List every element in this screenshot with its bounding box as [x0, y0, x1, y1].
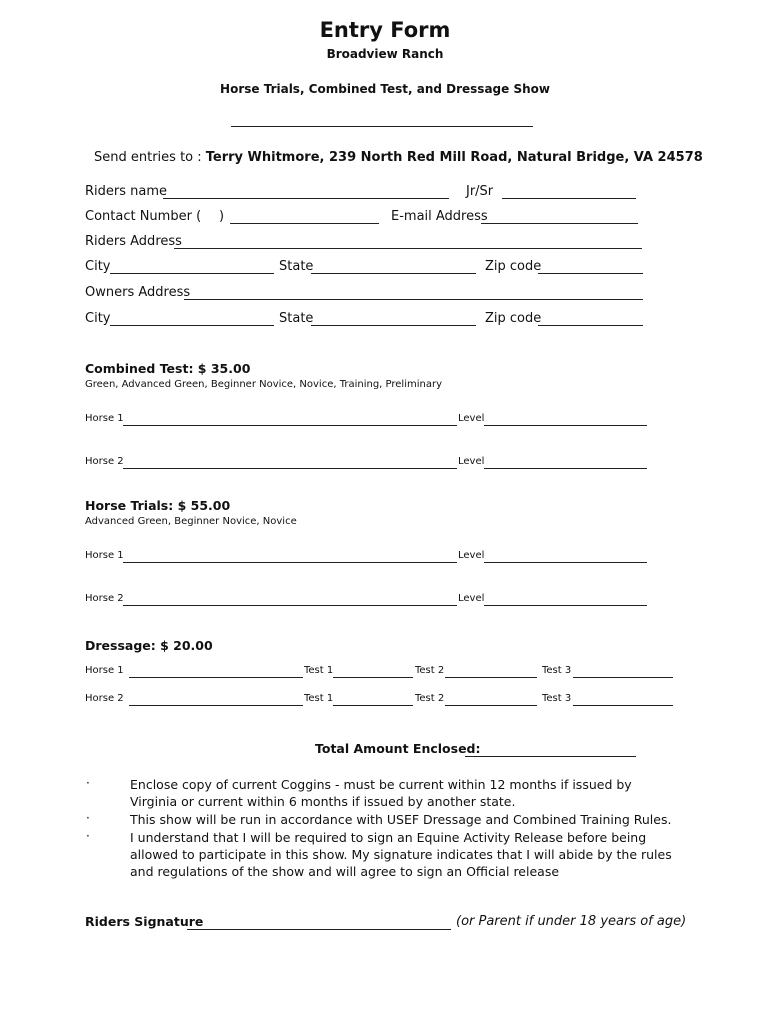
state-field[interactable]: [311, 273, 476, 274]
combined-level1-label: Level: [458, 413, 485, 424]
form-title: Entry Form: [319, 18, 451, 42]
owner-zip-label: Zip code: [485, 311, 542, 326]
header-blank-line[interactable]: [231, 126, 533, 127]
contact-number-field[interactable]: [230, 223, 379, 224]
send-entries-address: Terry Whitmore, 239 North Red Mill Road, Natural Bridge, VA 24578: [205, 150, 703, 165]
trials-level2-label: Level: [458, 593, 485, 604]
owner-state-label: State: [279, 311, 314, 326]
total-amount-field[interactable]: [465, 756, 636, 757]
owner-zip-field[interactable]: [538, 325, 643, 326]
combined-level2-field[interactable]: [484, 468, 647, 469]
owner-state-field[interactable]: [311, 325, 476, 326]
owner-city-label: City: [85, 311, 111, 326]
dressage-h2-test1-field[interactable]: [333, 705, 413, 706]
dressage-h1-test2-field[interactable]: [445, 677, 537, 678]
signature-note: [456, 914, 686, 929]
zip-label: Zip code: [485, 259, 542, 274]
zip-field[interactable]: [538, 273, 643, 274]
dressage-heading: Dressage: $ 20.00: [85, 638, 213, 653]
dressage-h1-test2-label: Test 2: [415, 665, 445, 676]
combined-level1-field[interactable]: [484, 425, 647, 426]
owners-address-label: Owners Address: [85, 285, 191, 300]
jrsr-label: Jr/Sr: [466, 184, 494, 199]
ranch-name: Broadview Ranch: [326, 47, 444, 61]
dressage-h2-test1-label: Test 1: [304, 693, 334, 704]
send-entries-prefix: Send entries to :: [94, 150, 206, 165]
city-field[interactable]: [110, 273, 274, 274]
show-name: Horse Trials, Combined Test, and Dressage Show: [220, 82, 550, 96]
horse-trials-levels: Advanced Green, Beginner Novice, Novice: [85, 516, 297, 527]
riders-name-field[interactable]: [163, 198, 449, 199]
dressage-h1-test3-label: Test 3: [542, 665, 572, 676]
trials-level1-label: Level: [458, 550, 485, 561]
total-amount-label: Total Amount Enclosed:: [315, 741, 481, 756]
dressage-h1-test3-field[interactable]: [573, 677, 673, 678]
trials-level1-field[interactable]: [484, 562, 647, 563]
bullet-marker-3: ·: [86, 829, 90, 843]
riders-signature-label: Riders Signature: [85, 914, 204, 929]
state-label: State: [279, 259, 314, 274]
horse-trials-heading: Horse Trials: $ 55.00: [85, 498, 231, 513]
dressage-h1-test1-label: Test 1: [304, 665, 334, 676]
bullet-marker-2: ·: [86, 811, 90, 825]
riders-name-label: Riders name: [85, 184, 168, 199]
contact-number-close: ): [219, 209, 225, 224]
combined-horse2-field[interactable]: [123, 468, 457, 469]
riders-address-field[interactable]: [174, 248, 642, 249]
bullet-release: I understand that I will be required to sign an Equine Activity Release before being allowed to participate in this show. My signature indicates that I will abide by the rules and regulations of the show and will agree to sign an Official release: [130, 830, 672, 879]
trials-horse2-field[interactable]: [123, 605, 457, 606]
dressage-horse2-field[interactable]: [129, 705, 303, 706]
trials-horse2-label: Horse 2: [85, 593, 124, 604]
riders-signature-field[interactable]: [187, 929, 451, 930]
bullet-coggins: Enclose copy of current Coggins - must be current within 12 months if issued by Virginia or current within 6 months if issued by another state.: [130, 777, 632, 809]
combined-horse1-label: Horse 1: [85, 413, 124, 424]
trials-horse1-label: Horse 1: [85, 550, 124, 561]
trials-horse1-field[interactable]: [123, 562, 457, 563]
riders-address-label: Riders Address: [85, 234, 182, 249]
signature-note-text: (or Parent if under 18 years of age): [456, 914, 687, 929]
city-label: City: [85, 259, 111, 274]
bullet-usef-rules: This show will be run in accordance with USEF Dressage and Combined Training Rules.: [130, 812, 672, 827]
dressage-h2-test2-label: Test 2: [415, 693, 445, 704]
dressage-h2-test3-label: Test 3: [542, 693, 572, 704]
dressage-h2-test2-field[interactable]: [445, 705, 537, 706]
email-field[interactable]: [481, 223, 638, 224]
combined-test-levels: Green, Advanced Green, Beginner Novice, Novice, Training, Preliminary: [85, 379, 443, 390]
contact-number-label: Contact Number (: [85, 209, 202, 224]
dressage-horse1-field[interactable]: [129, 677, 303, 678]
dressage-h2-test3-field[interactable]: [573, 705, 673, 706]
email-label: E-mail Address: [391, 209, 488, 224]
trials-level2-field[interactable]: [484, 605, 647, 606]
dressage-horse1-label: Horse 1: [85, 665, 124, 676]
dressage-h1-test1-field[interactable]: [333, 677, 413, 678]
combined-level2-label: Level: [458, 456, 485, 467]
jrsr-field[interactable]: [502, 198, 636, 199]
dressage-horse2-label: Horse 2: [85, 693, 124, 704]
owners-address-field[interactable]: [184, 299, 643, 300]
bullet-marker-1: ·: [86, 776, 90, 790]
combined-test-heading: Combined Test: $ 35.00: [85, 361, 251, 376]
combined-horse1-field[interactable]: [123, 425, 457, 426]
owner-city-field[interactable]: [110, 325, 274, 326]
combined-horse2-label: Horse 2: [85, 456, 124, 467]
send-entries-line: [94, 150, 703, 165]
